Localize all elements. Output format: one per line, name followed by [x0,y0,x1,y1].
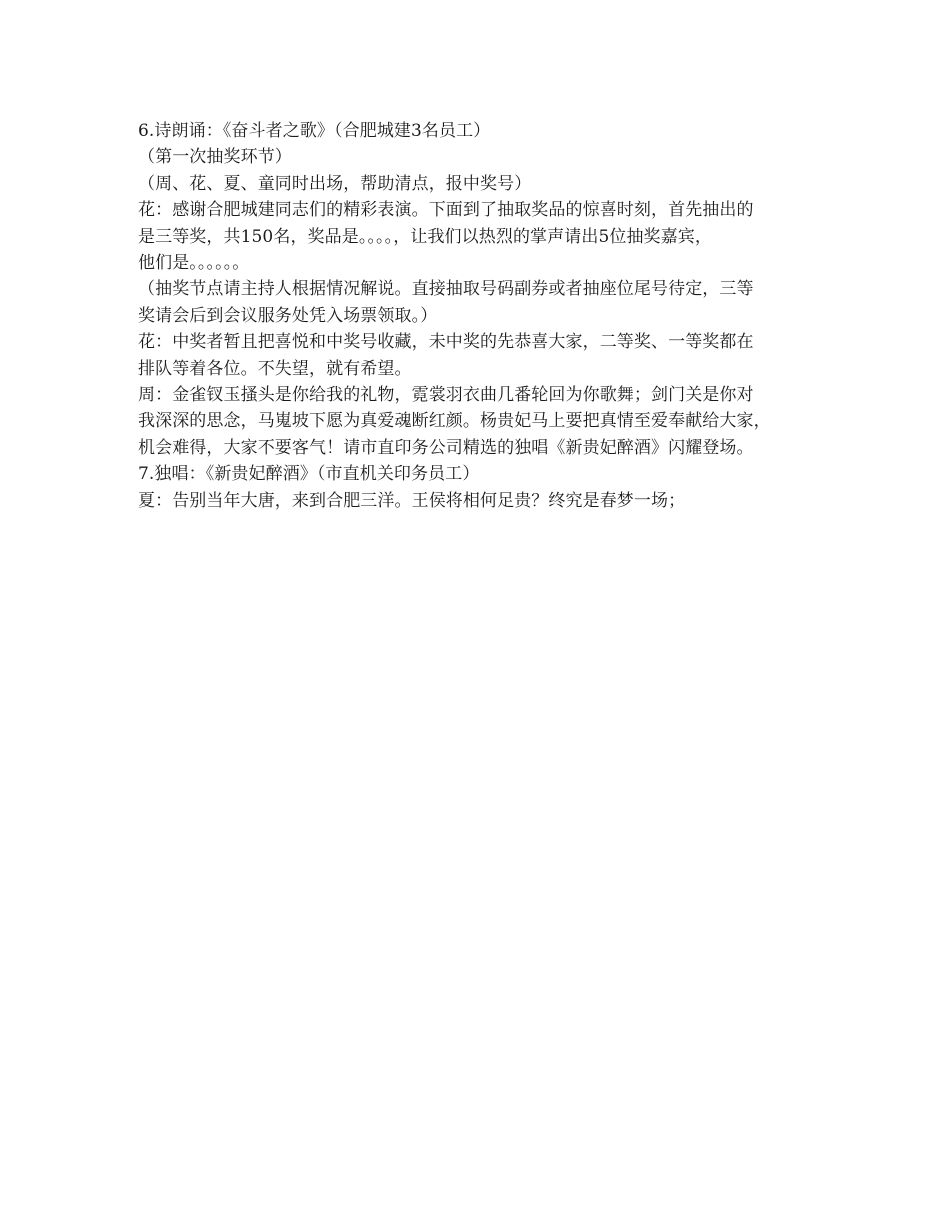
text-line: 周：金雀钗玉搔头是你给我的礼物，霓裳羽衣曲几番轮回为你歌舞；剑门关是你对 [138,385,754,406]
text-line: （周、花、夏、童同时出场，帮助清点，报中奖号） [138,173,532,194]
text-line: 我深深的思念，马嵬坡下愿为真爱魂断红颜。杨贵妃马上要把真情至爱奉献给大家， [138,411,771,432]
text-line: （第一次抽奖环节） [138,147,292,168]
text-line: 7.独唱：《新贵妃醉酒》（市直机关印务员工） [138,464,480,485]
text-line: 奖请会后到会议服务处凭入场票领取。） [138,305,438,326]
text-line: 是三等奖，共150名，奖品是。。。。，让我们以热烈的掌声请出5位抽奖嘉宾， [138,226,712,247]
text-line: （抽奖节点请主持人根据情况解说。直接抽取号码副券或者抽座位尾号待定，三等 [138,279,754,300]
text-line: 机会难得，大家不要客气！请市直印务公司精选的独唱《新贵妃醉酒》闪耀登场。 [138,437,754,458]
text-line: 花：中奖者暂且把喜悦和中奖号收藏，未中奖的先恭喜大家，二等奖、一等奖都在 [138,332,754,353]
text-line: 花：感谢合肥城建同志们的精彩表演。下面到了抽取奖品的惊喜时刻，首先抽出的 [138,200,754,221]
text-line: 夏：告别当年大唐，来到合肥三洋。王侯将相何足贵？终究是春梦一场； [138,490,686,511]
text-line: 他们是。。。。。。 [138,253,250,274]
text-line: 排队等着各位。不失望，就有希望。 [138,358,412,379]
text-line: 6.诗朗诵：《奋斗者之歌》（合肥城建3名员工） [138,121,491,141]
document-body [138,118,828,514]
